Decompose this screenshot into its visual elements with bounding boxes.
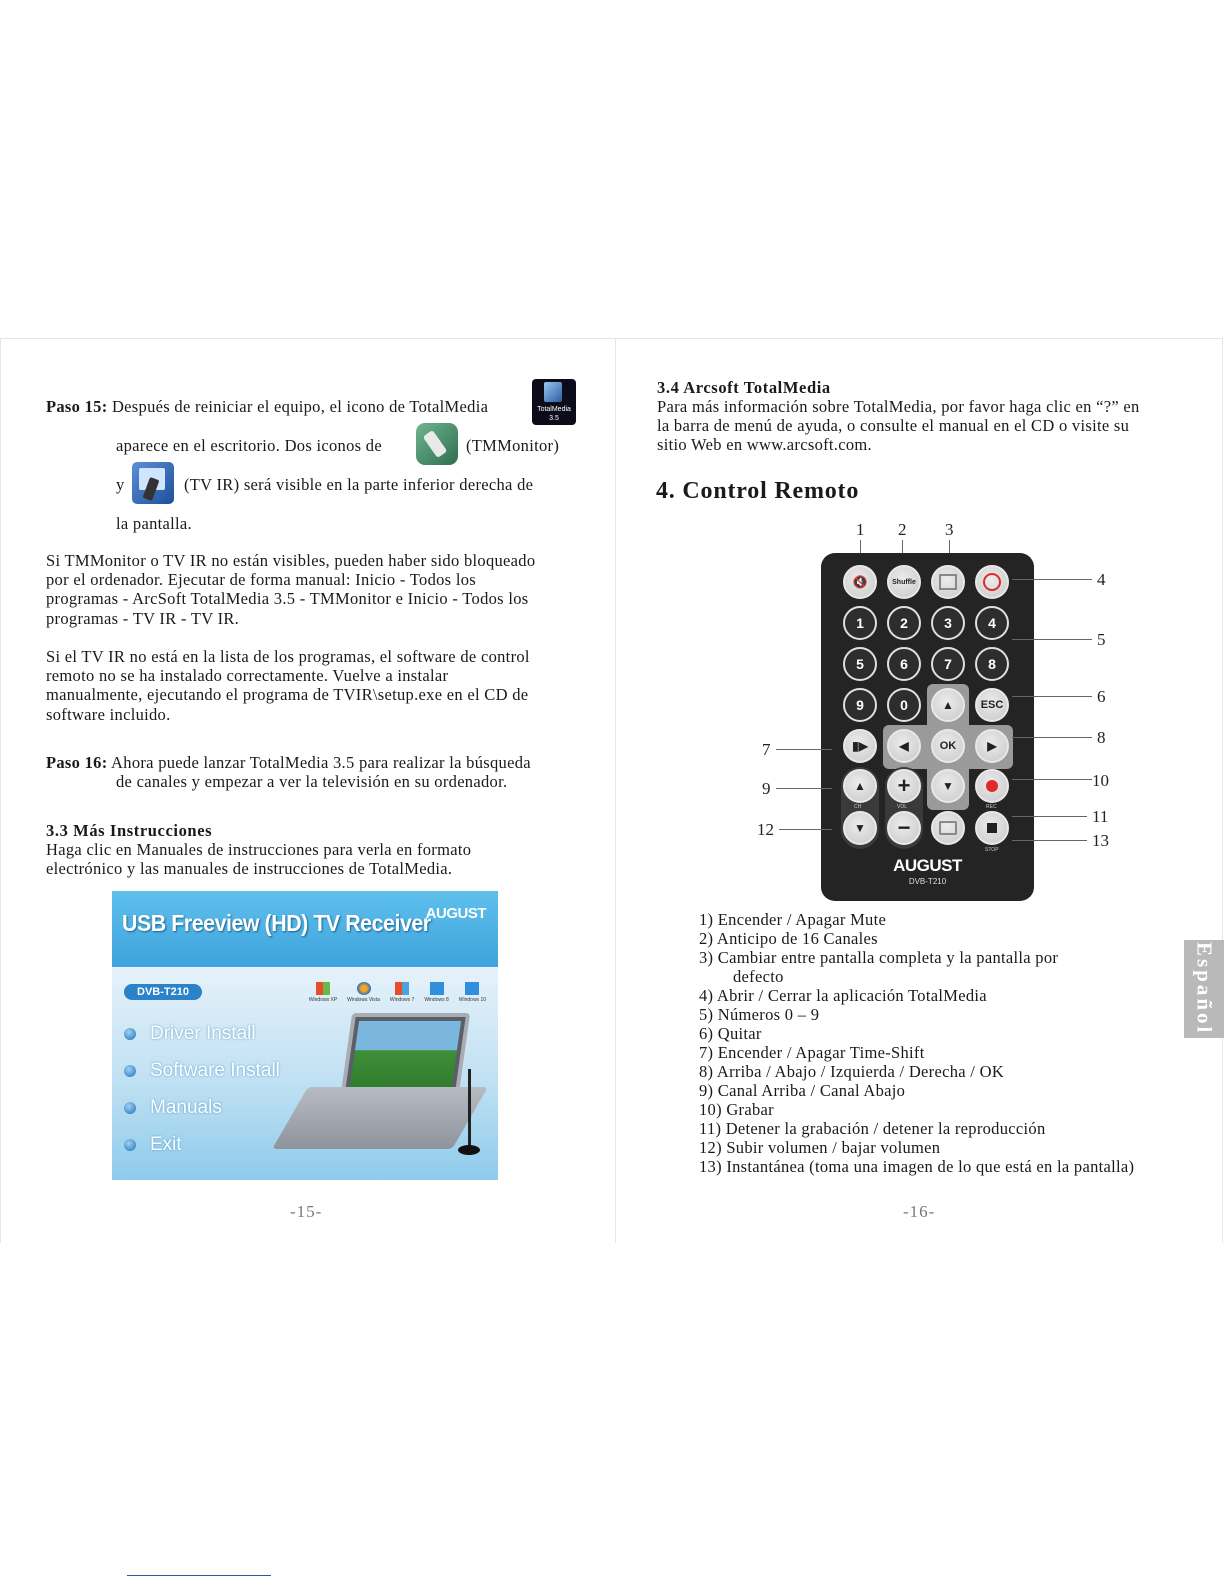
channel-up-button[interactable]: ▲ bbox=[843, 769, 877, 803]
text-line: remoto no se ha instalado correctamente. Vuelve a instalar bbox=[46, 666, 449, 686]
down-arrow-button[interactable]: ▼ bbox=[931, 769, 965, 803]
text-line: programas - ArcSoft TotalMedia 3.5 - TMMonitor e Inicio - Todos los bbox=[46, 589, 529, 609]
page-number-left: -15- bbox=[290, 1202, 323, 1221]
menu-software-install[interactable]: Software Install bbox=[124, 1060, 280, 1082]
number-8-button[interactable]: 8 bbox=[975, 647, 1009, 681]
fullscreen-button[interactable] bbox=[931, 565, 965, 599]
paso16-label: Paso 16: bbox=[46, 753, 108, 772]
paso15-line4: la pantalla. bbox=[116, 514, 192, 533]
number-1-button[interactable]: 1 bbox=[843, 606, 877, 640]
model-badge: DVB-T210 bbox=[124, 984, 202, 1000]
windows-vista-logo: Windows Vista bbox=[347, 982, 380, 1003]
paso15-line3a: y bbox=[116, 475, 125, 494]
record-button[interactable] bbox=[975, 769, 1009, 803]
installer-header bbox=[112, 891, 498, 967]
menu-driver-install[interactable]: Driver Install bbox=[124, 1023, 256, 1045]
os-logos bbox=[309, 982, 486, 1003]
text-line: Si el TV IR no está en la lista de los programas, el software de control bbox=[46, 647, 530, 666]
bullet-icon bbox=[124, 1139, 136, 1151]
tmmonitor-icon bbox=[416, 423, 458, 465]
text-line: electrónico y las manuales de instrucciones de TotalMedia. bbox=[46, 859, 453, 879]
vol-label: VOL bbox=[897, 804, 908, 810]
callout-line bbox=[1012, 737, 1092, 738]
callout-line bbox=[1012, 779, 1092, 780]
text-line: manualmente, ejecutando el programa de TVIR\setup.exe en el CD de bbox=[46, 685, 529, 705]
mute-button[interactable]: 🔇 bbox=[843, 565, 877, 599]
number-6-button[interactable]: 6 bbox=[887, 647, 921, 681]
callout-line bbox=[779, 829, 832, 830]
windows-8-logo: Windows 8 bbox=[424, 982, 448, 1003]
paso15-line2a: aparece en el escritorio. Dos iconos de bbox=[116, 436, 382, 455]
number-4-button[interactable]: 4 bbox=[975, 606, 1009, 640]
menu-manuals[interactable]: Manuals bbox=[124, 1097, 222, 1119]
shuffle-button[interactable]: Shuffle bbox=[887, 565, 921, 599]
callout-10: 10 bbox=[1092, 771, 1109, 790]
callout-line bbox=[776, 749, 832, 750]
paso15-label: Paso 15: bbox=[46, 397, 108, 416]
tvir-icon bbox=[132, 462, 174, 504]
callout-7: 7 bbox=[762, 740, 771, 759]
up-arrow-button[interactable]: ▲ bbox=[931, 688, 965, 722]
callout-line bbox=[776, 788, 832, 789]
paso15-line2b: (TMMonitor) bbox=[466, 436, 560, 455]
callout-4: 4 bbox=[1097, 570, 1106, 589]
legend-item-3: 3) Cambiar entre pantalla completa y la pantalla por bbox=[699, 948, 1059, 967]
paso15-line3b: (TV IR) será visible en la parte inferior derecha de bbox=[184, 475, 534, 494]
callout-2: 2 bbox=[898, 520, 907, 539]
number-0-button[interactable]: 0 bbox=[887, 688, 921, 722]
laptop-keyboard bbox=[272, 1087, 488, 1149]
brand-logo: AUGUST bbox=[425, 905, 486, 922]
callout-12: 12 bbox=[757, 820, 774, 839]
legend-item-9: 9) Canal Arriba / Canal Abajo bbox=[699, 1081, 906, 1100]
legend-item-13: 13) Instantánea (toma una imagen de lo que está en la pantalla) bbox=[699, 1157, 1135, 1176]
callout-8: 8 bbox=[1097, 728, 1106, 747]
remote-model: DVB-T210 bbox=[908, 877, 947, 886]
legend-item-12: 12) Subir volumen / bajar volumen bbox=[699, 1138, 941, 1157]
section-4-heading: 4. Control Remoto bbox=[656, 478, 860, 504]
volume-down-button[interactable]: − bbox=[887, 811, 921, 845]
paso16-line2: de canales y empezar a ver la televisión en su ordenador. bbox=[116, 772, 508, 791]
callout-5: 5 bbox=[1097, 630, 1106, 649]
esc-button[interactable]: ESC bbox=[975, 688, 1009, 722]
windows-xp-logo: Windows XP bbox=[309, 982, 337, 1003]
antenna-base bbox=[458, 1145, 480, 1155]
text-line: sitio Web en www.arcsoft.com. bbox=[657, 435, 872, 455]
text-line: Haga clic en Manuales de instrucciones para verla en formato bbox=[46, 840, 472, 859]
installer-screenshot bbox=[112, 891, 498, 1180]
paso15-text: Después de reiniciar el equipo, el icono de TotalMedia bbox=[111, 397, 489, 416]
right-arrow-button[interactable]: ▶ bbox=[975, 729, 1009, 763]
text-line: software incluido. bbox=[46, 704, 171, 724]
legend-item-11: 11) Detener la grabación / detener la reproducción bbox=[699, 1119, 1046, 1138]
callout-line bbox=[1012, 696, 1092, 697]
text-line: Para más información sobre TotalMedia, por favor haga clic en “?” en bbox=[657, 397, 1140, 416]
section-3-4-heading: 3.4 Arcsoft TotalMedia bbox=[657, 378, 831, 397]
power-button[interactable] bbox=[975, 565, 1009, 599]
number-2-button[interactable]: 2 bbox=[887, 606, 921, 640]
paragraph-tmmonitor bbox=[46, 551, 535, 628]
callout-3: 3 bbox=[945, 520, 954, 539]
callout-6: 6 bbox=[1097, 687, 1106, 706]
text-line: programas - TV IR - TV IR. bbox=[46, 608, 240, 628]
menu-exit[interactable]: Exit bbox=[124, 1134, 182, 1156]
page-number-right: -16- bbox=[903, 1202, 936, 1221]
legend-item-7: 7) Encender / Apagar Time-Shift bbox=[699, 1043, 925, 1062]
stop-button[interactable] bbox=[975, 811, 1009, 845]
section-3-3-heading: 3.3 Más Instrucciones bbox=[46, 821, 213, 840]
volume-up-button[interactable]: + bbox=[887, 769, 921, 803]
remote-control bbox=[821, 553, 1034, 901]
paso16-line1 bbox=[46, 753, 531, 772]
totalmedia-icon-label: TotalMedia 3.5 bbox=[537, 406, 571, 422]
stop-label: STOP bbox=[985, 847, 999, 853]
callout-line bbox=[1012, 579, 1092, 580]
bullet-icon bbox=[124, 1102, 136, 1114]
paragraph-tvir bbox=[46, 647, 530, 724]
callout-11: 11 bbox=[1092, 807, 1109, 826]
legend-item-1: 1) Encender / Apagar Mute bbox=[699, 910, 887, 929]
bullet-icon bbox=[124, 1065, 136, 1077]
windows-7-logo: Windows 7 bbox=[390, 982, 414, 1003]
remote-brand: AUGUST bbox=[893, 856, 962, 875]
paso16-text: Ahora puede lanzar TotalMedia 3.5 para realizar la búsqueda bbox=[111, 753, 531, 772]
legend-item-3-cont: defecto bbox=[733, 967, 784, 986]
legend-item-10: 10) Grabar bbox=[699, 1100, 774, 1119]
legend-item-5: 5) Números 0 – 9 bbox=[699, 1005, 820, 1024]
legend-item-6: 6) Quitar bbox=[699, 1024, 762, 1043]
callout-line bbox=[1012, 816, 1087, 817]
section-3-4-text bbox=[657, 397, 1140, 455]
installer-title: USB Freeview (HD) TV Receiver bbox=[122, 910, 431, 936]
callout-9: 9 bbox=[762, 779, 771, 798]
language-tab: Español bbox=[1184, 940, 1224, 1038]
antenna bbox=[468, 1069, 471, 1155]
text-line: por el ordenador. Ejecutar de forma manual: Inicio - Todos los bbox=[46, 570, 476, 590]
footer-underline bbox=[127, 1575, 271, 1576]
section-3-3-text bbox=[46, 840, 471, 878]
callout-1: 1 bbox=[856, 520, 865, 539]
number-5-button[interactable]: 5 bbox=[843, 647, 877, 681]
totalmedia-icon bbox=[532, 379, 576, 425]
callout-line bbox=[1012, 639, 1092, 640]
text-line: Si TMMonitor o TV IR no están visibles, pueden haber sido bloqueado bbox=[46, 551, 536, 570]
number-9-button[interactable]: 9 bbox=[843, 688, 877, 722]
paso15-line1 bbox=[46, 397, 488, 416]
timeshift-button[interactable]: ▮▶ bbox=[843, 729, 877, 763]
legend-item-8: 8) Arriba / Abajo / Izquierda / Derecha / OK bbox=[699, 1062, 1005, 1081]
ch-label: CH bbox=[854, 804, 862, 810]
number-3-button[interactable]: 3 bbox=[931, 606, 965, 640]
legend-item-2: 2) Anticipo de 16 Canales bbox=[699, 929, 878, 948]
snapshot-button[interactable] bbox=[931, 811, 965, 845]
text-line: la barra de menú de ayuda, o consulte el manual en el CD o visite su bbox=[657, 416, 1130, 436]
callout-line bbox=[1012, 840, 1087, 841]
ok-button[interactable]: OK bbox=[931, 729, 965, 763]
channel-down-button[interactable]: ▼ bbox=[843, 811, 877, 845]
callout-13: 13 bbox=[1092, 831, 1109, 850]
legend-item-4: 4) Abrir / Cerrar la aplicación TotalMedia bbox=[699, 986, 987, 1005]
left-arrow-button[interactable]: ◀ bbox=[887, 729, 921, 763]
bullet-icon bbox=[124, 1028, 136, 1040]
number-7-button[interactable]: 7 bbox=[931, 647, 965, 681]
windows-10-logo: Windows 10 bbox=[459, 982, 486, 1003]
rec-label: REC bbox=[986, 804, 997, 810]
